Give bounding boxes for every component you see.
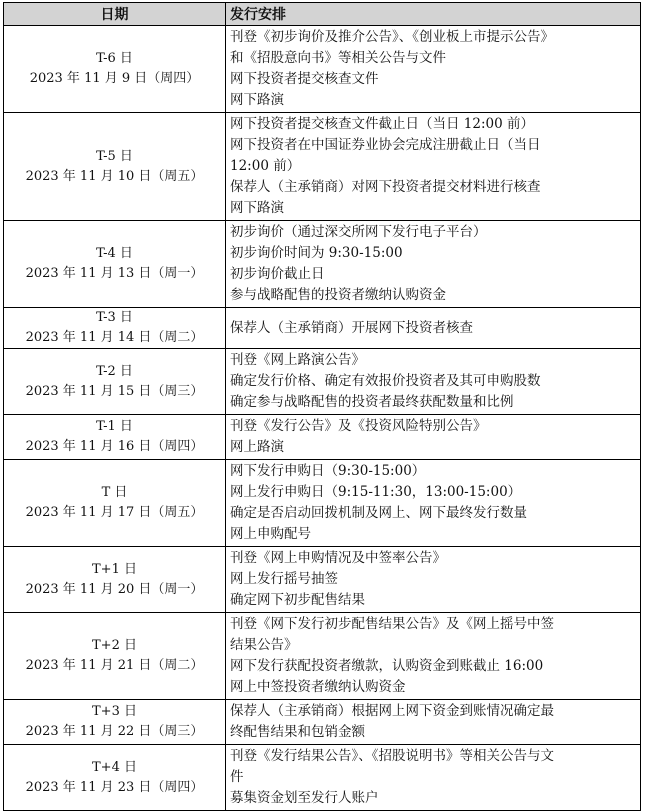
date-cell: [4, 745, 226, 811]
arrangement-item: 12:00 前）: [230, 158, 301, 174]
calendar-date: 2023 年 11 月 23 日（周四）: [25, 779, 204, 795]
arrangement-cell: [226, 221, 641, 308]
arrangement-item: 保荐人（主承销商）对网下投资者提交材料进行核查: [230, 179, 541, 195]
calendar-date: 2023 年 11 月 10 日（周五）: [25, 168, 204, 184]
day-label: T+4 日: [92, 759, 137, 775]
arrangement-item: 初步询价（通过深交所网下发行电子平台）: [230, 224, 487, 240]
calendar-date: 2023 年 11 月 21 日（周二）: [25, 658, 204, 673]
date-cell: [4, 700, 226, 745]
date-cell: [4, 460, 226, 547]
day-label: T-5 日: [96, 148, 133, 164]
table-row: [4, 745, 641, 811]
date-cell: [4, 308, 226, 349]
day-label: T+1 日: [92, 561, 137, 577]
arrangement-cell: [226, 613, 641, 700]
arrangement-item: 确定参与战略配售的投资者最终获配数量和比例: [230, 394, 514, 410]
day-label: T-4 日: [96, 246, 133, 261]
table-row: [4, 26, 641, 113]
calendar-date: 2023 年 11 月 15 日（周三）: [25, 383, 204, 399]
table-row: [4, 349, 641, 415]
table-row: [4, 308, 641, 349]
arrangement-item: 件: [230, 769, 244, 785]
day-label: T-6 日: [96, 51, 133, 66]
arrangement-item: 网上发行申购日（9:15-11:30，13:00-15:00）: [230, 484, 522, 500]
date-cell: [4, 547, 226, 613]
table-row: [4, 460, 641, 547]
table-row: [4, 113, 641, 221]
arrangement-item: 刊登《发行公告》及《投资风险特别公告》: [230, 418, 487, 434]
arrangement-cell: [226, 26, 641, 113]
arrangement-item: 网下路演: [230, 92, 284, 108]
arrangement-item: 刊登《网上申购情况及中签率公告》: [230, 550, 446, 566]
arrangement-item: 网上路演: [230, 439, 284, 455]
arrangement-item: 网下投资者提交核查文件截止日（当日 12:00 前）: [230, 116, 534, 132]
arrangement-cell: [226, 415, 641, 460]
table-row: [4, 221, 641, 308]
table-row: [4, 547, 641, 613]
arrangement-item: 网下投资者提交核查文件: [230, 71, 379, 87]
arrangement-item: 终配售结果和包销金额: [230, 724, 365, 740]
table-row: [4, 613, 641, 700]
header-arrangement: 发行安排: [226, 3, 641, 26]
calendar-date: 2023 年 11 月 20 日（周一）: [25, 581, 204, 597]
calendar-date: 2023 年 11 月 22 日（周三）: [25, 724, 204, 739]
day-label: T 日: [101, 485, 128, 500]
arrangement-item: 结果公告》: [230, 637, 298, 653]
arrangement-item: 初步询价截止日: [230, 266, 325, 282]
arrangement-item: 刊登《网上路演公告》: [230, 352, 365, 368]
arrangement-cell: [226, 349, 641, 415]
arrangement-cell: [226, 745, 641, 811]
arrangement-cell: [226, 547, 641, 613]
day-label: T+3 日: [92, 704, 137, 719]
arrangement-item: 保荐人（主承销商）开展网下投资者核查: [230, 319, 473, 336]
calendar-date: 2023 年 11 月 16 日（周四）: [25, 439, 204, 454]
header-date: 日期: [4, 3, 226, 26]
arrangement-item: 参与战略配售的投资者缴纳认购资金: [230, 287, 446, 303]
table-row: [4, 415, 641, 460]
table-header-row: [4, 3, 641, 26]
day-label: T+2 日: [92, 638, 137, 653]
arrangement-item: 刊登《发行结果公告》、《招股说明书》等相关公告与文: [230, 748, 554, 764]
arrangement-item: 网上申购配号: [230, 526, 311, 542]
arrangement-item: 刊登《初步询价及推介公告》、《创业板上市提示公告》: [230, 29, 554, 45]
date-cell: [4, 221, 226, 308]
date-cell: [4, 613, 226, 700]
arrangement-item: 确定是否启动回拨机制及网上、网下最终发行数量: [230, 505, 527, 521]
arrangement-cell: [226, 460, 641, 547]
arrangement-cell: [226, 700, 641, 745]
arrangement-item: 网上中签投资者缴纳认购资金: [230, 679, 406, 695]
table-row: [4, 700, 641, 745]
arrangement-item: 网下投资者在中国证券业协会完成注册截止日（当日: [230, 137, 541, 153]
arrangement-item: 网下发行获配投资者缴款，认购资金到账截止 16:00: [230, 658, 544, 674]
arrangement-item: 募集资金划至发行人账户: [230, 790, 379, 806]
arrangement-item: 网下路演: [230, 200, 284, 216]
date-cell: [4, 26, 226, 113]
arrangement-item: 初步询价时间为 9:30-15:00: [230, 245, 403, 261]
calendar-date: 2023 年 11 月 14 日（周二）: [25, 330, 204, 345]
day-label: T-3 日: [96, 310, 133, 325]
calendar-date: 2023 年 11 月 13 日（周一）: [25, 266, 204, 281]
date-cell: [4, 349, 226, 415]
date-cell: [4, 415, 226, 460]
day-label: T-1 日: [96, 419, 133, 434]
calendar-date: 2023 年 11 月 9 日（周四）: [29, 71, 200, 86]
arrangement-item: 刊登《网下发行初步配售结果公告》及《网上摇号中签: [230, 616, 554, 632]
table-body: [4, 26, 641, 811]
arrangement-item: 和《招股意向书》等相关公告与文件: [230, 50, 446, 66]
arrangement-item: 网下发行申购日（9:30-15:00）: [230, 463, 426, 479]
date-cell: [4, 113, 226, 221]
arrangement-cell: [226, 308, 641, 349]
arrangement-item: 确定网下初步配售结果: [230, 592, 365, 608]
issuance-schedule-table: [3, 2, 641, 811]
arrangement-item: 确定发行价格、确定有效报价投资者及其可申购股数: [230, 373, 541, 389]
arrangement-item: 网上发行摇号抽签: [230, 571, 338, 587]
arrangement-item: 保荐人（主承销商）根据网上网下资金到账情况确定最: [230, 703, 554, 719]
day-label: T-2 日: [96, 363, 133, 379]
arrangement-cell: [226, 113, 641, 221]
calendar-date: 2023 年 11 月 17 日（周五）: [25, 505, 204, 520]
